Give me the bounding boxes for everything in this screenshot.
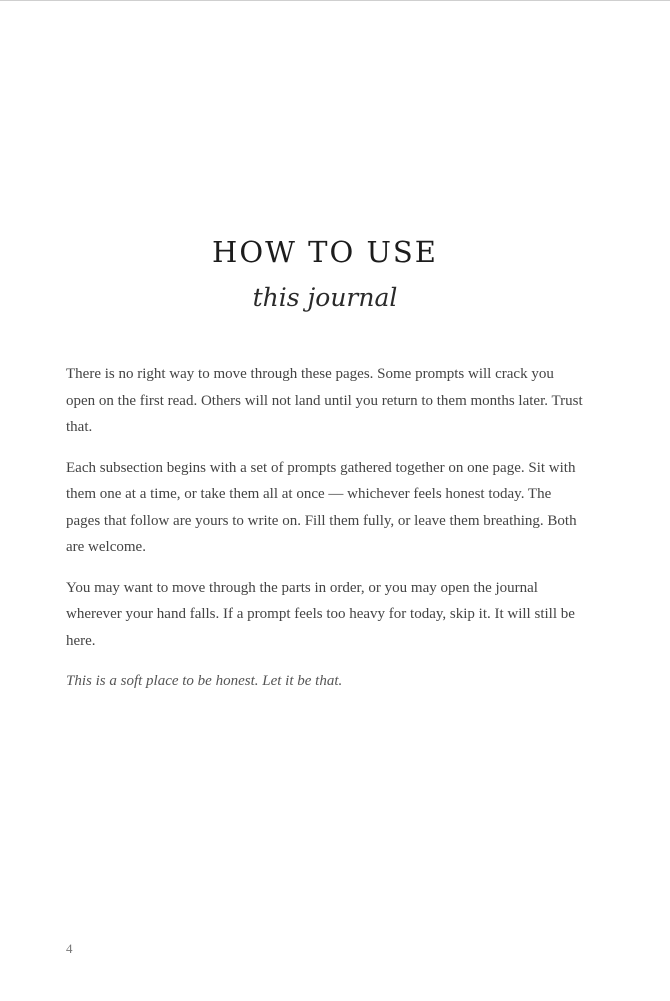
page-number: 4 [66,941,73,956]
page-title: HOW TO USE [212,235,438,269]
page-subtitle: this journal [252,283,398,312]
journal-page [0,1,670,1001]
paragraph: Each subsection begins with a set of prompts gathered together on one page. Sit with them one at a time, or take them all at once — whichever feels honest today. The pages that follow are yours to write on. Fill them fully, or leave them breathing. Both are welcome. [66,459,577,555]
paragraph: There is no right way to move through these pages. Some prompts will crack you open on the first read. Others will not land until you return to them months later. Trust that. [66,366,583,435]
instructions-body [66,361,586,709]
closing-line: This is a soft place to be honest. Let it be that. [66,673,343,689]
paragraph: You may want to move through the parts in order, or you may open the journal wherever your hand falls. If a prompt feels too heavy for today, skip it. It will still be here. [66,579,575,649]
